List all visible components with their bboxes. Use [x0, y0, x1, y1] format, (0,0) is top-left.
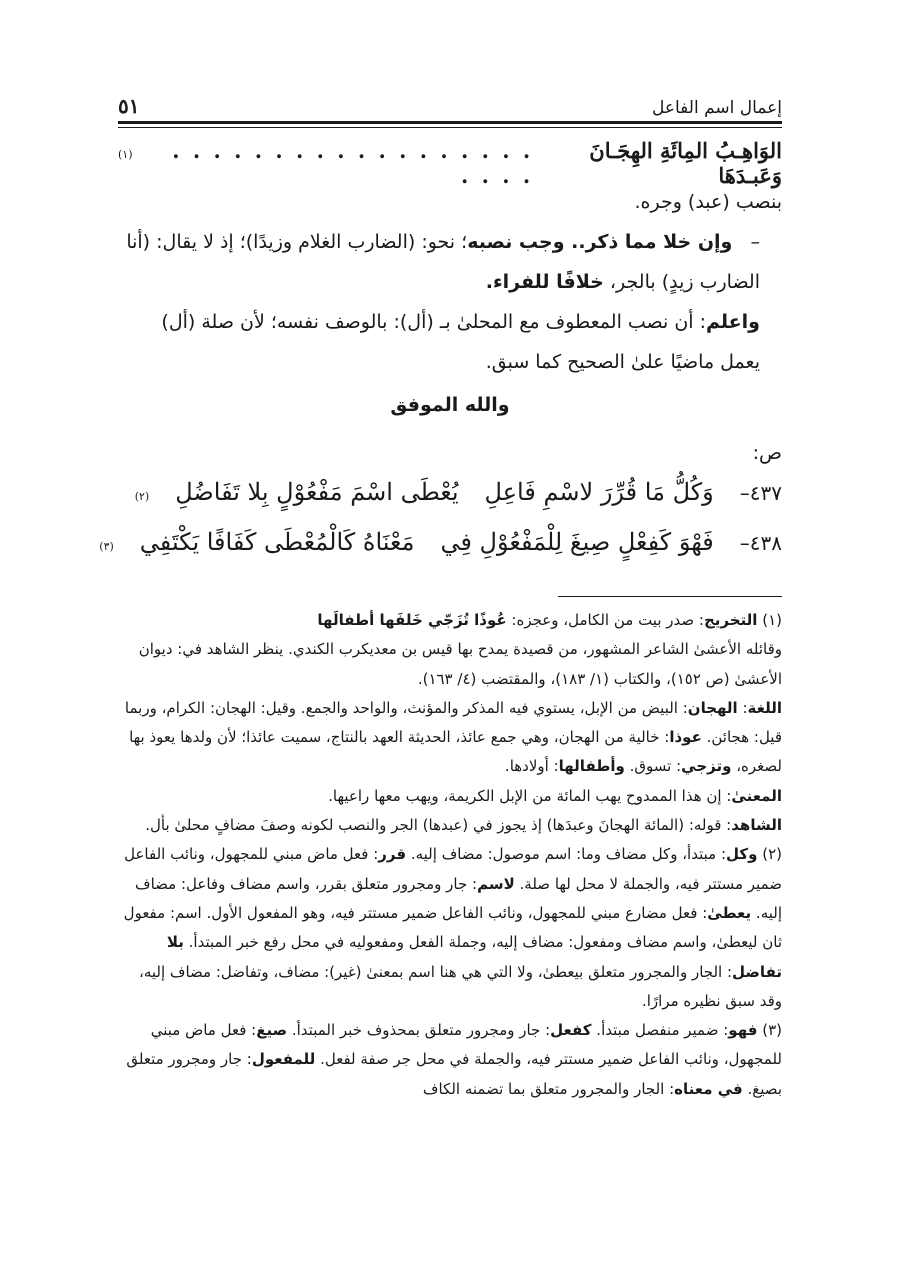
- footnote-term: التخريج: [703, 611, 758, 629]
- bullet-paragraph: [118, 222, 782, 302]
- verse-text: الوَاهِـبُ المِائَةِ الهِجَـانَ وَعَبـدَهَا: [589, 138, 782, 188]
- footnote-2: [118, 840, 782, 1016]
- footnote-term: فهو: [728, 1021, 758, 1040]
- footnote-term: للمفعول: [251, 1050, 316, 1069]
- footnote-text: : خالية من الهجان، وهي جمع عائذ، الحديثة العهد بالنتاج، سميت عائذا؛ لأن ولدها يعوذ بها لصغره،: [129, 728, 782, 776]
- footnote-term: يعطىٰ: [707, 903, 752, 922]
- note-text: : أن نصب المعطوف مع المحلىٰ بـ (أل): بالوصف نفسه؛ لأن صلة (أل) يعمل ماضيًا علىٰ الصحيح كما سبق.: [161, 311, 760, 373]
- footnote-3: [118, 1016, 782, 1104]
- poem-hemistich-a: فَهْوَ كَفِعْلٍ صِيغَ لِلْمَفْعُوْلِ فِي: [440, 528, 714, 556]
- page-header: [118, 88, 782, 118]
- footnote-text: : صدر بيت من الكامل، وعجزه:: [506, 611, 704, 629]
- poem-line-number: ٤٣٨–: [739, 531, 782, 555]
- note-bold-lead: واعلم: [706, 311, 760, 333]
- footnote-mark-2: (٢): [134, 490, 150, 503]
- footnote-text: : فعل ماض مبني للمجهول، ونائب الفاعل ضمير مستتر فيه، والجملة لا محل لها صلة.: [124, 845, 782, 893]
- header-rule-thin: [118, 127, 782, 128]
- footnote-text: : أولادها.: [504, 757, 559, 776]
- footnote-lexicon: اللغة: الهجان: البيض من الإبل، يستوي فيه المذكر والمؤنث، والواحد والجمع. وقيل: الهجان: الكرام، وربما قيل: هجائن. عوذا: خالية من الهجان، وهي جمع عائذ، الحديثة العهد بالنتاج، سميت عائذا؛ لأن ولدها يعوذ بها لصغره، وتزجي: تسوق. وأطفالها: أولادها.: [124, 698, 782, 776]
- page-number: ٥١: [118, 94, 140, 118]
- bullet-dash: –: [750, 231, 760, 253]
- poem-hemistich-a: وَكُلُّ مَا قُرِّرَ لاسْمِ فَاعِلِ: [484, 478, 714, 506]
- footnote-separator: [558, 596, 782, 597]
- footnote-term: الشاهد: [731, 816, 782, 835]
- footnote-term: صيغ: [256, 1021, 288, 1040]
- footnote-mark-1: (١): [118, 148, 133, 161]
- main-text: [118, 138, 782, 428]
- footnote-term: قرر: [378, 845, 407, 864]
- footnotes: [118, 606, 782, 1104]
- footnote-text: : البيض من الإبل، يستوي فيه المذكر والمؤنث، والواحد والجمع. وقيل: الهجان: الكرام، وربما قيل: هجائن.: [124, 698, 782, 747]
- header-rule-thick: [118, 121, 782, 124]
- footnote-term: عوذا: [669, 728, 702, 747]
- footnote-text: : فعل مضارع مبني للمجهول، ونائب الفاعل ضمير مستتر فيه، وهو المفعول الأول. اسم: مفعول ثان ليعطىٰ، واسم مضاف ومفعول: مضاف إليه، وجملة الفعل ومفعوليه في محل رفع خبر المبتدأ.: [123, 903, 782, 952]
- footnote-text: : فعل ماض مبني للمجهول، ونائب الفاعل ضمير مستتر فيه، والجملة في محل جر صفة لفعل.: [150, 1021, 782, 1069]
- footnote-number: (٣): [762, 1021, 782, 1040]
- footnote-number: (١): [762, 611, 782, 629]
- bullet-text: ؛ نحو: (الضارب الغلام وزيدًا)؛ إذ لا يقال: (أنا الضارب زيدٍ) بالجر،: [126, 231, 760, 293]
- footnote-term: اللغة: [747, 698, 782, 717]
- footnote-term: المعنىٰ: [731, 786, 782, 805]
- footnote-1: [118, 606, 782, 635]
- footnote-term: في معناه: [674, 1079, 743, 1098]
- poem-hemistich-b: مَعْنَاهُ كَالْمُعْطَى كَفَافًا يَكْتَفِي: [139, 528, 415, 556]
- verse-dots: . . . . . . . . . . . . . . . . . . . . . .: [172, 138, 534, 188]
- footnote-text: : الجار والمجرور متعلق بيعطىٰ، ولا التي هي هنا اسم بمعنىٰ (غير): مضاف، وتفاضل: مضاف إليه، وقد سبق نظيره مرارًا.: [139, 962, 782, 1010]
- poem-hemistich-b: يُعْطَى اسْمَ مَفْعُوْلٍ بِلا تَفَاضُلِ: [175, 478, 459, 506]
- footnote-mark-3: (٣): [99, 540, 114, 553]
- footnote-term: وأطفالها: [558, 757, 625, 776]
- footnote-text: : جار ومجرور متعلق بصيغ.: [126, 1050, 782, 1098]
- poem-line-number: ٤٣٧–: [739, 481, 782, 505]
- text-label: ص:: [752, 442, 782, 464]
- footnote-meaning: [118, 782, 782, 811]
- footnote-text: : جار ومجرور متعلق بقرر، واسم مضاف وفاعل: مضاف إليه.: [135, 874, 782, 922]
- closing-phrase: والله الموفق: [390, 394, 510, 416]
- footnote-number: (٢): [762, 845, 782, 864]
- footnote-text: : مبتدأ، وكل مضاف وما: اسم موصول: مضاف إليه.: [406, 845, 726, 864]
- footnote-term: الهجان: [687, 698, 738, 717]
- poem-line-437: [118, 478, 782, 506]
- running-title: إعمال اسم الفاعل: [651, 98, 782, 118]
- footnote-1-source: وقائله الأعشىٰ الشاعر المشهور، من قصيدة يمدح بها قيس بن معديكرب الكندي. ينظر الشاهد في: ديوان الأعشىٰ (ص ١٥٢)، والكتاب (١/ ١٨٣)، والمقتضب (٤/ ١٦٣).: [138, 640, 782, 688]
- body-line-1: بنصب (عبد) وجره.: [634, 191, 782, 213]
- footnote-text: : ضمير منفصل مبتدأ.: [591, 1021, 729, 1040]
- footnote-hemistich: عُوذًا تُزَجّي خَلفَها أطفالَها: [317, 611, 507, 629]
- footnote-term: لاسم: [477, 874, 515, 893]
- footnote-text: : قوله: (المائة الهجانَ وعبدَها) إذ يجوز في (عبدها) الجر والنصب لكونه وصفَ مضافٍ محلىٰ بأل.: [145, 816, 732, 835]
- footnote-text: : تسوق.: [624, 757, 682, 776]
- footnote-text: : إن هذا الممدوح يهب المائة من الإبل الكريمة، ويهب معها راعيها.: [328, 786, 732, 805]
- quoted-verse: [118, 138, 782, 188]
- footnote-term: بلا تفاضل: [166, 933, 782, 981]
- poem-line-438: [99, 528, 782, 556]
- bullet-bold-lead: وإن خلا مما ذكر.. وجب نصبه: [467, 231, 733, 253]
- footnote-term: كفعل: [550, 1021, 592, 1040]
- note-paragraph: [118, 302, 782, 382]
- bullet-bold-end: خلافًا للفراء.: [485, 271, 604, 293]
- footnote-text: : الجار والمجرور متعلق بما تضمنه الكاف: [422, 1079, 675, 1098]
- footnote-evidence: [118, 811, 782, 840]
- footnote-text: : جار ومجرور متعلق بمحذوف خبر المبتدأ.: [287, 1021, 551, 1040]
- footnote-term: وكل: [726, 845, 758, 864]
- footnote-term: وتزجي: [681, 757, 732, 776]
